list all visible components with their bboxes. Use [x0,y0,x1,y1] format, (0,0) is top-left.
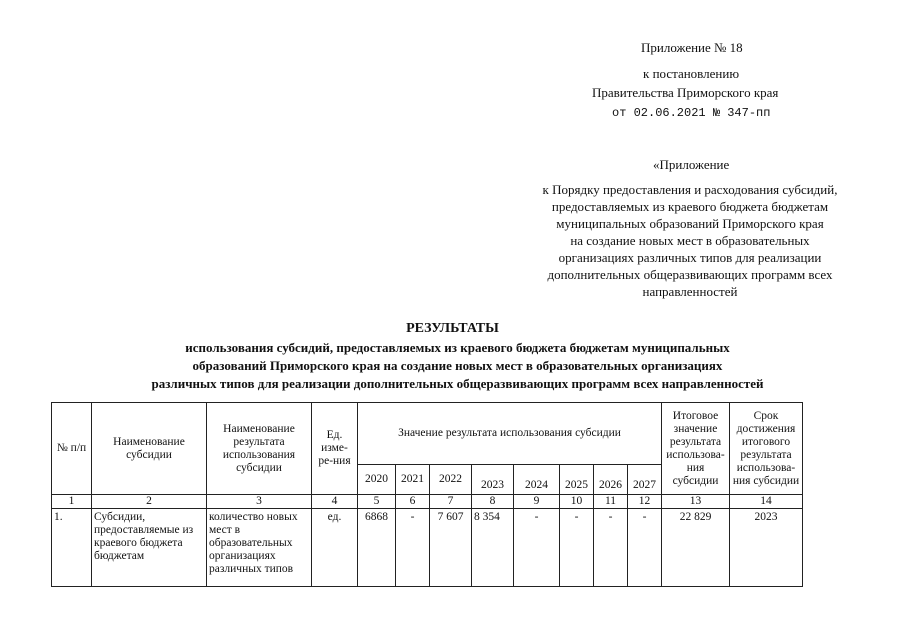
year-cell: 2027 [628,465,662,495]
results-table [51,402,803,587]
column-numbers-row [52,495,803,509]
header-final-value: Итоговое значение результата использова-ния субсидии [662,403,730,495]
document-subtitle [20,339,895,393]
government-name: Правительства Приморского края [592,85,779,100]
row-value: 6868 [358,509,396,587]
row-value: - [396,509,430,587]
subtitle-line: использования субсидий, предоставляемых из краевого бюджета бюджетам муниципальных [185,340,730,355]
annex-line: на создание новых мест в образовательных [570,233,810,248]
header-num: № п/п [52,403,92,495]
col-number: 9 [514,495,560,509]
subtitle-line: образований Приморского края на создание новых мест в образовательных организациях [192,358,723,373]
header-deadline: Срок достижения итогового результата использова-ния субсидии [730,403,803,495]
col-number: 3 [207,495,312,509]
appendix-number: Приложение № 18 [641,40,743,55]
resolution-date-number: от 02.06.2021 № 347-пп [612,106,771,120]
row-result: количество новых мест в образовательных организациях различных типов [207,509,312,587]
document-heading: РЕЗУЛЬТАТЫ [406,321,499,336]
header-result-name: Наименование результата использования субсидии [207,403,312,495]
to-resolution: к постановлению [643,66,740,81]
annex-line: предоставляемых из краевого бюджета бюджетам [551,199,829,214]
annex-line: организациях различных типов для реализации [558,250,822,265]
year-cell: 2026 [594,465,628,495]
annex-line: дополнительных общеразвивающих программ всех [547,267,833,282]
row-num: 1. [52,509,92,587]
row-value: - [560,509,594,587]
col-number: 1 [52,495,92,509]
col-number: 4 [312,495,358,509]
year-cell: 2025 [560,465,594,495]
row-value: 8 354 [472,509,514,587]
header-unit: Ед. изме-ре-ния [312,403,358,495]
annex-line: направленностей [642,284,738,299]
annex-title: «Приложение [653,157,730,172]
subtitle-line: различных типов для реализации дополнительных общеразвивающих программ всех направленностей [151,376,764,391]
col-number: 13 [662,495,730,509]
col-number: 8 [472,495,514,509]
col-number: 10 [560,495,594,509]
row-value: - [628,509,662,587]
year-cell: 2021 [396,465,430,495]
row-value: 7 607 [430,509,472,587]
row-unit: ед. [312,509,358,587]
header-values-group: Значение результата использования субсидии [358,403,662,465]
annex-line: к Порядку предоставления и расходования субсидий, [542,182,838,197]
col-number: 6 [396,495,430,509]
annex-text [505,182,875,300]
year-cell: 2022 [430,465,472,495]
header-subsidy-name: Наименование субсидии [92,403,207,495]
header-row [52,403,803,465]
year-cell: 2024 [514,465,560,495]
row-value: - [594,509,628,587]
row-final: 22 829 [662,509,730,587]
col-number: 14 [730,495,803,509]
year-cell: 2023 [472,465,514,495]
col-number: 2 [92,495,207,509]
row-value: - [514,509,560,587]
annex-line: муниципальных образований Приморского края [556,216,824,231]
col-number: 11 [594,495,628,509]
col-number: 7 [430,495,472,509]
year-cell: 2020 [358,465,396,495]
table-row [52,509,803,587]
row-subsidy: Субсидии, предоставляемые из краевого бюджета бюджетам [92,509,207,587]
col-number: 12 [628,495,662,509]
row-deadline: 2023 [730,509,803,587]
col-number: 5 [358,495,396,509]
